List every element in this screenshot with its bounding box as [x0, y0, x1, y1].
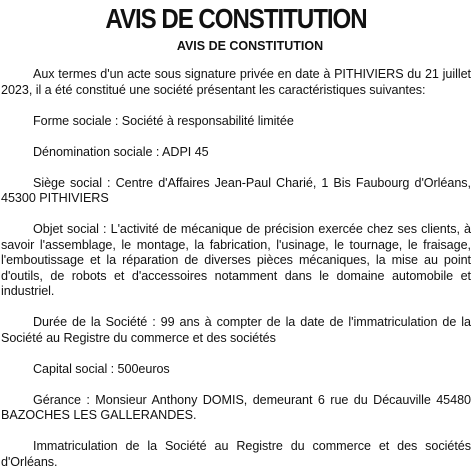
spacer	[1, 346, 471, 362]
notice-body	[1, 67, 471, 470]
spacer	[1, 207, 471, 223]
paragraph-registration: Immatriculation de la Société au Registre du commerce et des sociétés d'Orléans.	[1, 439, 471, 469]
sub-title: AVIS DE CONSTITUTION	[176, 39, 324, 53]
paragraph-duration: Durée de la Société : 99 ans à compter de la date de l'immatriculation de la Société au Registre du commerce et des sociétés	[1, 315, 471, 345]
spacer	[1, 377, 471, 393]
paragraph-share-capital: Capital social : 500euros	[33, 361, 170, 376]
spacer	[1, 300, 471, 316]
spacer	[1, 54, 471, 67]
paragraph-registered-office: Siège social : Centre d'Affaires Jean-Paul Charié, 1 Bis Faubourg d'Orléans, 45300 PITHIVIERS	[1, 175, 471, 205]
paragraph-corporate-purpose: Objet social : L'activité de mécanique de précision exercée chez ses clients, à savoir l'assemblage, le montage, la fabrication, l'usinage, le tournage, le fraisage, l'emboutissage et la réparation de diverses pièces mécaniques, la mise au point d'outils, de robots et d'accessoires notamment dans le domaine automobile et industriel.	[1, 222, 471, 298]
paragraph-company-name: Dénomination sociale : ADPI 45	[33, 144, 209, 159]
paragraph-management: Gérance : Monsieur Anthony DOMIS, demeurant 6 rue du Décauville 45480 BAZOCHES LES GALLERANDES.	[1, 392, 471, 422]
spacer	[1, 98, 471, 114]
main-title: AVIS DE CONSTITUTION	[105, 3, 367, 34]
spacer	[1, 160, 471, 176]
spacer	[1, 129, 471, 145]
paragraph-legal-form: Forme sociale : Société à responsabilité limitée	[33, 113, 294, 128]
paragraph-preamble: Aux termes d'un acte sous signature privée en date à PITHIVIERS du 21 juillet 2023, il a été constitué une société présentant les caractéristiques suivantes:	[1, 67, 471, 97]
